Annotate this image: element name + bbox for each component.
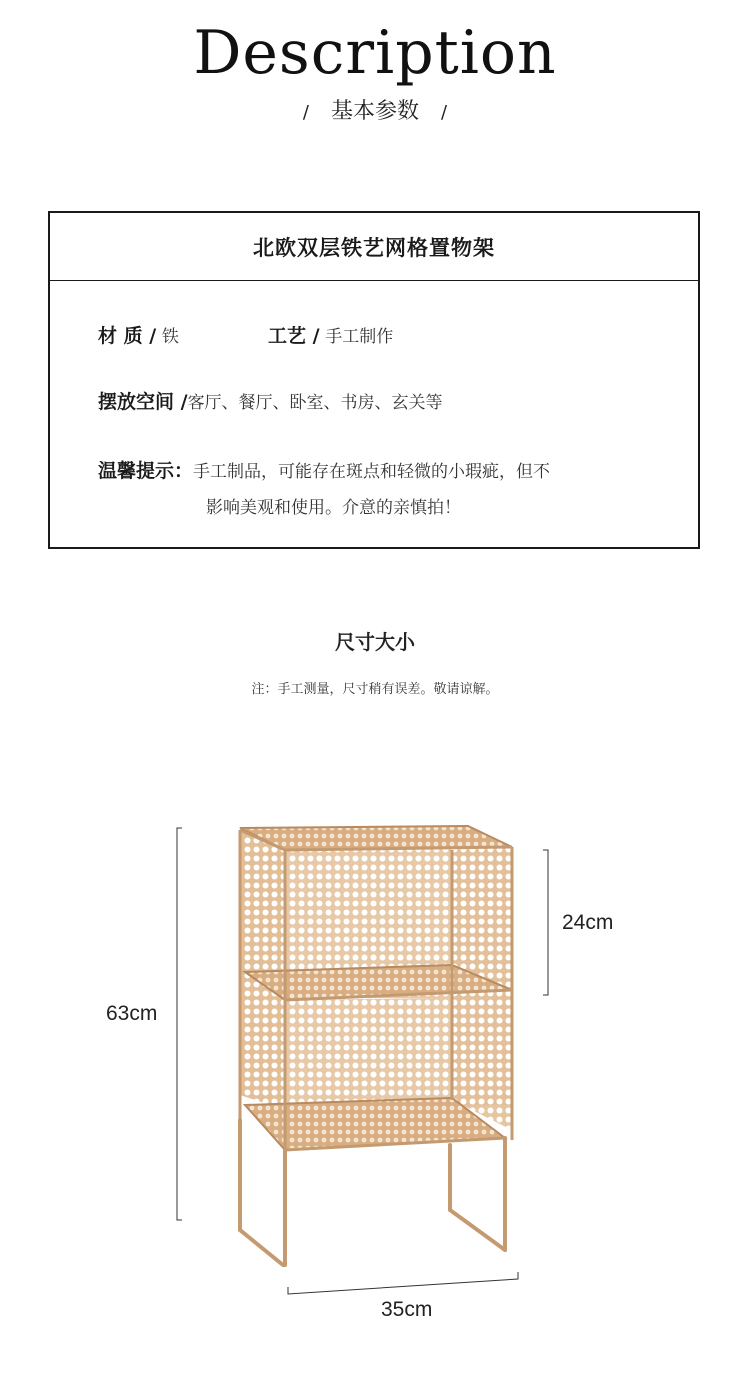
width-label: 35cm	[381, 1298, 433, 1321]
subtitle-text: 基本参数	[330, 99, 419, 124]
material-row	[98, 321, 179, 348]
rack-diagram	[0, 800, 750, 1330]
subtitle-slash-right: /	[441, 102, 448, 123]
size-note: 注：手工测量，尺寸稍有误差。敬请谅解。	[251, 682, 499, 697]
page-subtitle	[0, 94, 750, 125]
height-total-label: 63cm	[106, 1002, 158, 1025]
width-bracket	[288, 1272, 518, 1294]
craft-label: 工艺 /	[268, 325, 320, 347]
subtitle-slash-left: /	[302, 102, 309, 123]
material-value: 铁	[161, 327, 179, 347]
height-shelf-label: 24cm	[562, 911, 614, 934]
spec-table	[48, 211, 700, 549]
craft-value: 手工制作	[325, 327, 394, 347]
placement-label: 摆放空间 /	[98, 391, 188, 413]
placement-value: 客厅、餐厅、卧室、书房、玄关等	[187, 393, 443, 413]
tip-line-2: 影响美观和使用。介意的亲慎拍！	[206, 498, 461, 518]
tip-row	[98, 453, 658, 526]
page-title: Description	[193, 18, 557, 88]
craft-row	[268, 321, 393, 348]
tip-label: 温馨提示：	[98, 460, 194, 482]
size-title: 尺寸大小	[335, 630, 415, 654]
material-label: 材 质 /	[98, 325, 157, 347]
placement-row	[98, 387, 443, 414]
rack-image	[240, 826, 512, 1265]
height-total-bracket	[177, 828, 182, 1220]
product-name: 北欧双层铁艺网格置物架	[50, 213, 698, 281]
height-shelf-bracket	[543, 850, 548, 995]
tip-line-1: 手工制品，可能存在斑点和轻微的小瑕疵，但不	[193, 462, 551, 482]
